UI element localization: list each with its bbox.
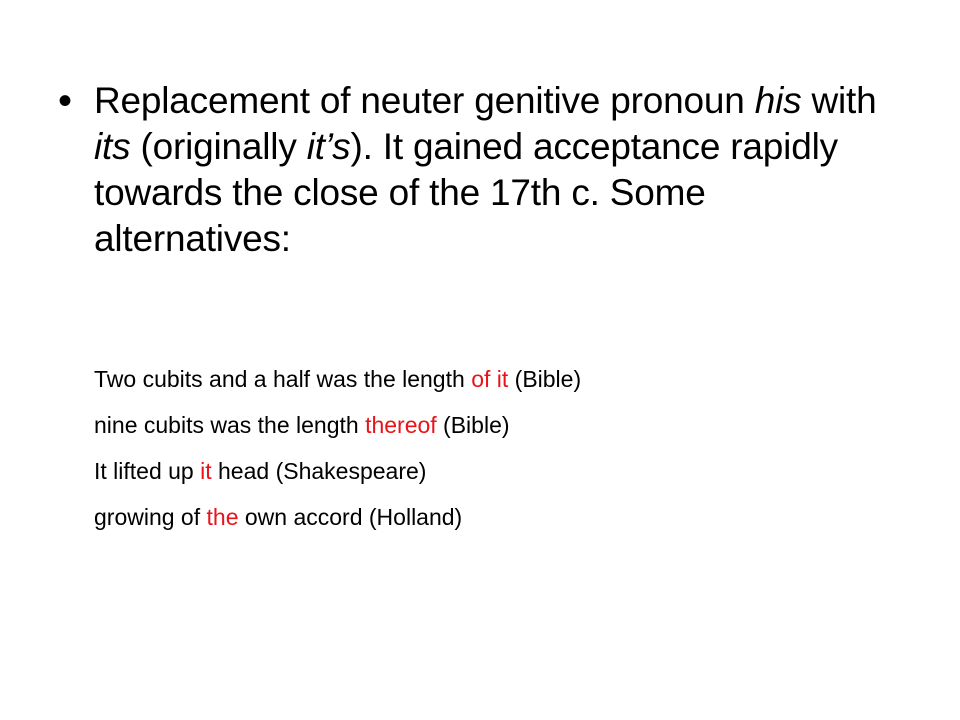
main-bullet <box>58 78 878 262</box>
example-line-4 <box>94 502 894 532</box>
example-source: head (Shakespeare) <box>211 458 427 484</box>
bullet-text-italic-its: its <box>94 126 131 167</box>
example-highlight: the <box>206 504 239 530</box>
example-highlight: thereof <box>365 412 437 438</box>
example-source: (Bible) <box>508 366 582 392</box>
bullet-text <box>94 78 878 262</box>
example-list <box>94 364 894 548</box>
example-highlight: it <box>200 458 212 484</box>
example-source: own accord (Holland) <box>238 504 463 530</box>
bullet-text-segment: Replacement of neuter genitive pronoun <box>94 80 755 121</box>
example-text: nine cubits was the length <box>94 412 366 438</box>
bullet-dot-icon: • <box>58 79 73 123</box>
bullet-text-segment: (originally <box>130 126 307 167</box>
example-line-2 <box>94 410 894 440</box>
bullet-text-segment: ). It gained acceptance rapidly towards the close of the 17th c. Some alternatives: <box>94 126 838 259</box>
example-highlight: of it <box>471 366 509 392</box>
bullet-text-italic-his: his <box>754 80 802 121</box>
example-text: growing of <box>94 504 207 530</box>
bullet-text-italic-its-apostrophe: it’s <box>306 126 351 167</box>
example-line-1 <box>94 364 894 394</box>
example-line-3 <box>94 456 894 486</box>
example-text: It lifted up <box>94 458 201 484</box>
example-source: (Bible) <box>436 412 510 438</box>
bullet-text-segment: with <box>801 80 877 121</box>
example-text: Two cubits and a half was the length <box>94 366 472 392</box>
